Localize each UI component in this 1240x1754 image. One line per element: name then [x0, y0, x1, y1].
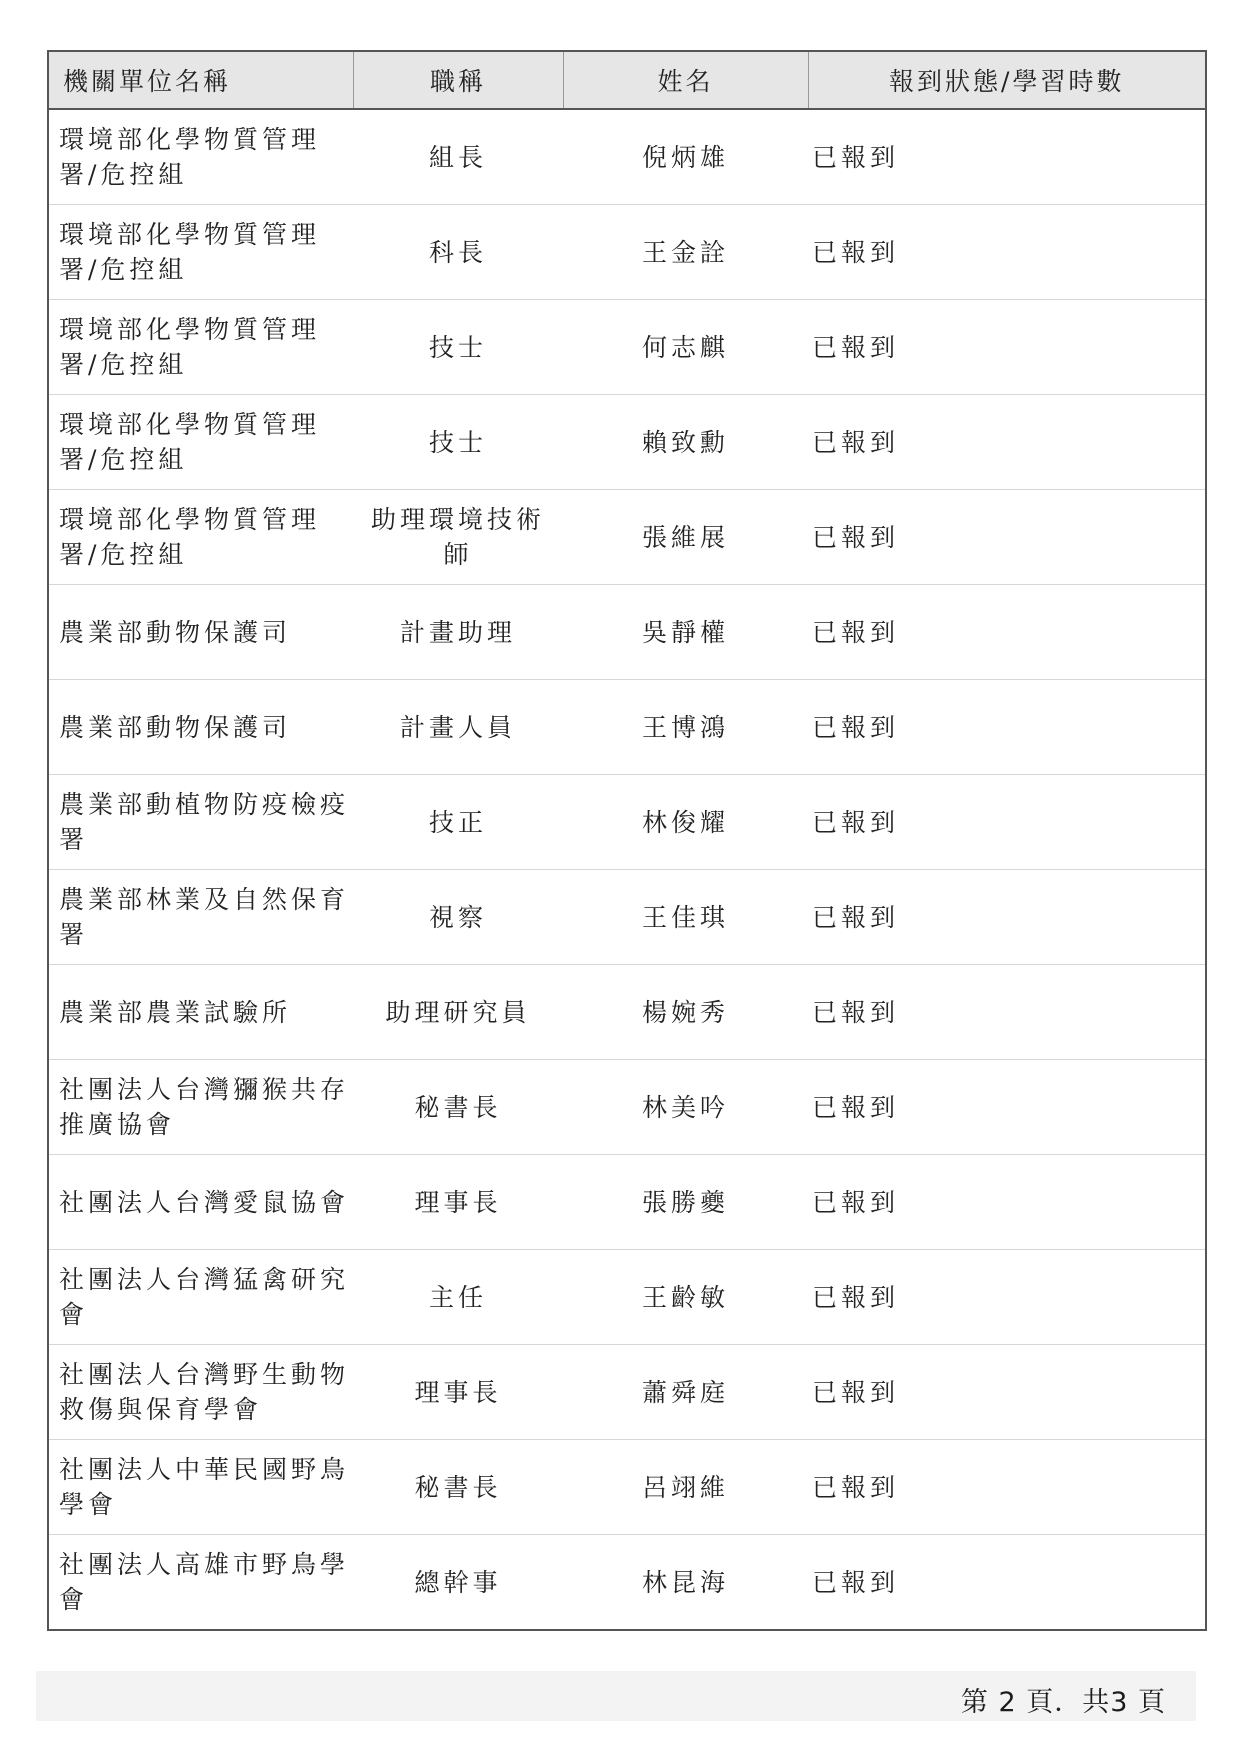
name-cell	[563, 205, 808, 300]
name-cell-text: 王佳琪	[641, 902, 729, 932]
status-cell-text: 已報到	[812, 142, 900, 172]
name-cell-text: 張勝夔	[641, 1187, 729, 1217]
name-cell	[563, 300, 808, 395]
name-cell-text: 吳靜權	[641, 617, 729, 647]
status-cell	[808, 205, 1206, 300]
status-cell	[808, 680, 1206, 775]
agency-cell-text: 社團法人高雄市野鳥學會	[59, 1550, 350, 1614]
agency-cell	[48, 680, 353, 775]
table-body	[48, 109, 1206, 1630]
title-cell	[353, 1060, 563, 1155]
status-cell	[808, 300, 1206, 395]
table-row	[48, 680, 1206, 775]
status-cell	[808, 490, 1206, 585]
status-cell-text: 已報到	[812, 522, 900, 552]
name-cell	[563, 585, 808, 680]
agency-cell	[48, 109, 353, 205]
name-cell	[563, 490, 808, 585]
agency-cell	[48, 1250, 353, 1345]
name-cell	[563, 1155, 808, 1250]
title-cell	[353, 585, 563, 680]
title-cell-text: 助理研究員	[385, 997, 531, 1027]
name-cell	[563, 1535, 808, 1631]
agency-cell-text: 社團法人台灣猛禽研究會	[59, 1265, 350, 1329]
header-agency: 機關單位名稱	[48, 51, 353, 109]
status-cell	[808, 585, 1206, 680]
title-cell	[353, 870, 563, 965]
status-cell-text: 已報到	[812, 1377, 900, 1407]
name-cell-text: 倪炳雄	[641, 142, 729, 172]
table-row	[48, 1345, 1206, 1440]
status-cell	[808, 870, 1206, 965]
attendance-table	[47, 50, 1207, 1631]
agency-cell	[48, 205, 353, 300]
status-cell	[808, 1535, 1206, 1631]
name-cell-text: 呂翊維	[641, 1472, 729, 1502]
status-cell	[808, 1345, 1206, 1440]
title-cell	[353, 1440, 563, 1535]
name-cell	[563, 965, 808, 1060]
agency-cell	[48, 1155, 353, 1250]
status-cell-text: 已報到	[812, 617, 900, 647]
status-cell-text: 已報到	[812, 1567, 900, 1597]
table-row	[48, 965, 1206, 1060]
name-cell-text: 何志麒	[641, 332, 729, 362]
table-row	[48, 395, 1206, 490]
status-cell	[808, 775, 1206, 870]
agency-cell	[48, 1060, 353, 1155]
agency-cell-text: 社團法人台灣獼猴共存推廣協會	[59, 1075, 350, 1139]
agency-cell	[48, 300, 353, 395]
agency-cell	[48, 965, 353, 1060]
name-cell-text: 林昆海	[641, 1567, 729, 1597]
table-row	[48, 1250, 1206, 1345]
title-cell	[353, 490, 563, 585]
title-cell	[353, 1250, 563, 1345]
status-cell	[808, 395, 1206, 490]
status-cell	[808, 1440, 1206, 1535]
status-cell	[808, 1060, 1206, 1155]
status-cell-text: 已報到	[812, 1092, 900, 1122]
header-status: 報到狀態/學習時數	[808, 51, 1206, 109]
status-cell	[808, 965, 1206, 1060]
name-cell	[563, 680, 808, 775]
name-cell	[563, 109, 808, 205]
status-cell-text: 已報到	[812, 997, 900, 1027]
table-row	[48, 585, 1206, 680]
table-row	[48, 1155, 1206, 1250]
status-cell-text: 已報到	[812, 332, 900, 362]
status-cell-text: 已報到	[812, 807, 900, 837]
agency-cell	[48, 395, 353, 490]
agency-cell-text: 農業部動植物防疫檢疫署	[59, 790, 350, 854]
agency-cell-text: 農業部動物保護司	[59, 617, 292, 647]
name-cell-text: 楊婉秀	[641, 997, 729, 1027]
agency-cell-text: 環境部化學物質管理署/危控組	[59, 220, 321, 284]
table-row	[48, 1535, 1206, 1631]
name-cell	[563, 395, 808, 490]
title-cell	[353, 680, 563, 775]
title-cell-text: 計畫人員	[399, 712, 516, 742]
title-cell-text: 技士	[428, 427, 487, 457]
status-cell-text: 已報到	[812, 1187, 900, 1217]
table-row	[48, 205, 1206, 300]
agency-cell-text: 農業部林業及自然保育署	[59, 885, 350, 949]
title-cell-text: 視察	[428, 902, 487, 932]
name-cell-text: 王金詮	[641, 237, 729, 267]
status-cell-text: 已報到	[812, 902, 900, 932]
status-cell-text: 已報到	[812, 237, 900, 267]
name-cell-text: 王齡敏	[641, 1282, 729, 1312]
name-cell	[563, 1250, 808, 1345]
status-cell	[808, 109, 1206, 205]
title-cell	[353, 205, 563, 300]
name-cell-text: 王博鴻	[641, 712, 729, 742]
title-cell-text: 秘書長	[414, 1472, 502, 1502]
table-row	[48, 1440, 1206, 1535]
agency-cell-text: 環境部化學物質管理署/危控組	[59, 125, 321, 189]
agency-cell	[48, 1535, 353, 1631]
status-cell-text: 已報到	[812, 1282, 900, 1312]
table-row	[48, 775, 1206, 870]
name-cell	[563, 1060, 808, 1155]
agency-cell	[48, 775, 353, 870]
status-cell-text: 已報到	[812, 427, 900, 457]
title-cell	[353, 1345, 563, 1440]
table-row	[48, 490, 1206, 585]
title-cell	[353, 965, 563, 1060]
name-cell	[563, 775, 808, 870]
table-row	[48, 300, 1206, 395]
agency-cell	[48, 585, 353, 680]
agency-cell	[48, 870, 353, 965]
title-cell-text: 組長	[428, 142, 487, 172]
agency-cell	[48, 490, 353, 585]
name-cell-text: 賴致勳	[641, 427, 729, 457]
title-cell-text: 計畫助理	[399, 617, 516, 647]
title-cell-text: 秘書長	[414, 1092, 502, 1122]
title-cell-text: 技士	[428, 332, 487, 362]
header-title: 職稱	[353, 51, 563, 109]
agency-cell-text: 農業部農業試驗所	[59, 997, 292, 1027]
title-cell-text: 助理環境技術師	[370, 505, 545, 569]
title-cell	[353, 775, 563, 870]
header-name: 姓名	[563, 51, 808, 109]
title-cell	[353, 109, 563, 205]
title-cell	[353, 395, 563, 490]
name-cell	[563, 1345, 808, 1440]
status-cell	[808, 1155, 1206, 1250]
table-row	[48, 1060, 1206, 1155]
title-cell-text: 主任	[428, 1282, 487, 1312]
agency-cell-text: 社團法人台灣野生動物救傷與保育學會	[59, 1360, 350, 1424]
title-cell-text: 理事長	[414, 1187, 502, 1217]
title-cell-text: 科長	[428, 237, 487, 267]
page-number: 第 2 頁．共3 頁	[960, 1687, 1166, 1718]
agency-cell-text: 社團法人中華民國野鳥學會	[59, 1455, 350, 1519]
agency-cell-text: 社團法人台灣愛鼠協會	[59, 1187, 350, 1217]
title-cell	[353, 1155, 563, 1250]
agency-cell-text: 農業部動物保護司	[59, 712, 292, 742]
table-header-row	[48, 51, 1206, 109]
name-cell	[563, 1440, 808, 1535]
title-cell-text: 理事長	[414, 1377, 502, 1407]
name-cell-text: 蕭舜庭	[641, 1377, 729, 1407]
title-cell	[353, 300, 563, 395]
status-cell-text: 已報到	[812, 1472, 900, 1502]
name-cell-text: 林美吟	[641, 1092, 729, 1122]
name-cell-text: 林俊耀	[641, 807, 729, 837]
title-cell-text: 技正	[428, 807, 487, 837]
status-cell	[808, 1250, 1206, 1345]
name-cell-text: 張維展	[641, 522, 729, 552]
agency-cell-text: 環境部化學物質管理署/危控組	[59, 315, 321, 379]
title-cell	[353, 1535, 563, 1631]
table-row	[48, 109, 1206, 205]
agency-cell	[48, 1440, 353, 1535]
agency-cell-text: 環境部化學物質管理署/危控組	[59, 410, 321, 474]
title-cell-text: 總幹事	[414, 1567, 502, 1597]
status-cell-text: 已報到	[812, 712, 900, 742]
name-cell	[563, 870, 808, 965]
table-row	[48, 870, 1206, 965]
agency-cell-text: 環境部化學物質管理署/危控組	[59, 505, 321, 569]
agency-cell	[48, 1345, 353, 1440]
